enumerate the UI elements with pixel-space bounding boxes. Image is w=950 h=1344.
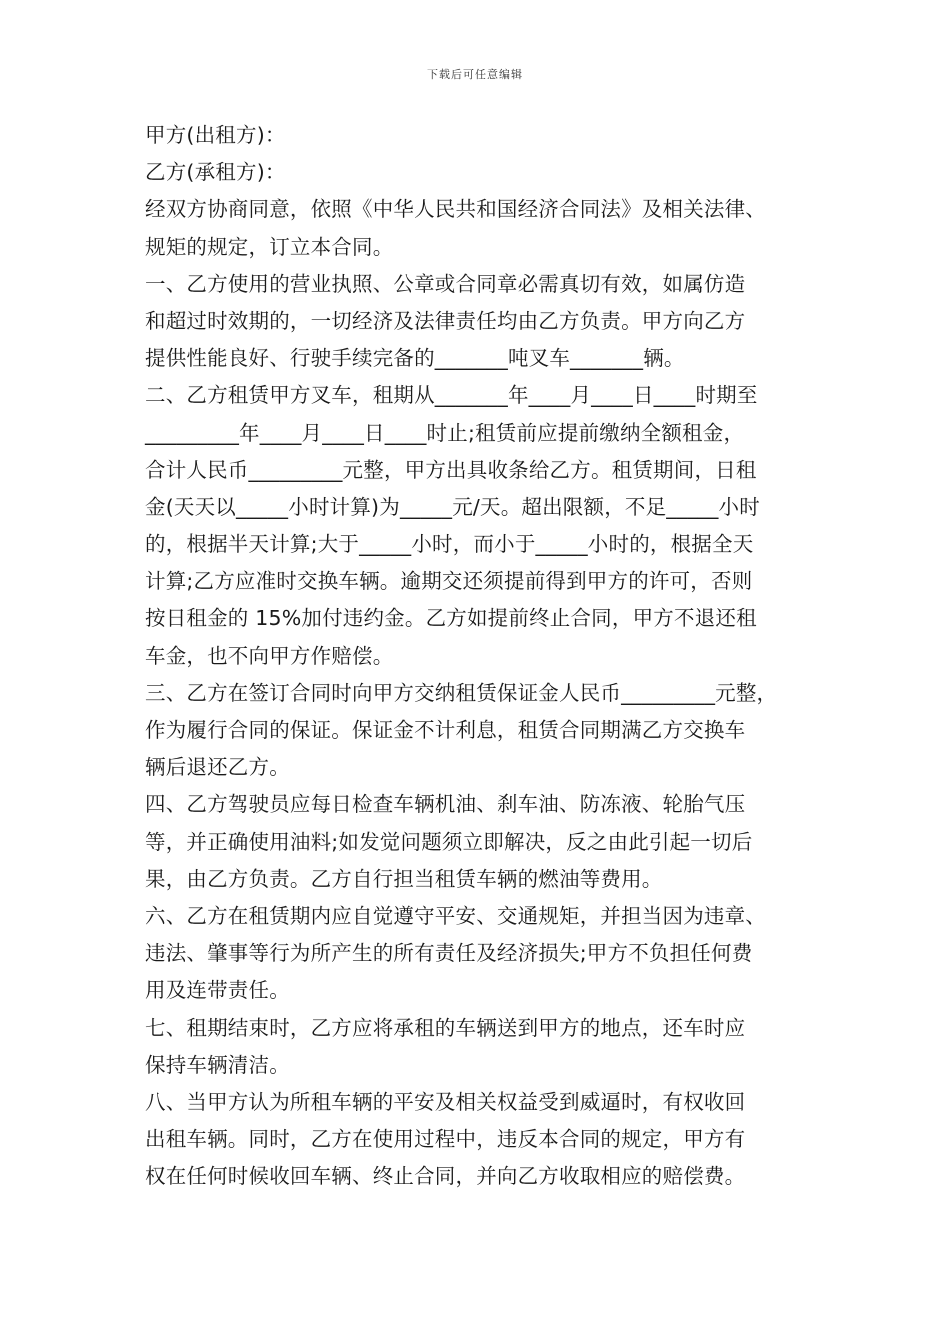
- clause-6-line: 违法、肇事等行为所产生的所有责任及经济损失;甲方不负担任何费: [145, 941, 753, 966]
- clause-1-line: 和超过时效期的，一切经济及法律责任均由乙方负责。甲方向乙方: [145, 308, 746, 333]
- clause-6-line: 用及连带责任。: [145, 978, 290, 1003]
- clause-3-line: 作为履行合同的保证。保证金不计利息，租赁合同期满乙方交换车: [145, 718, 746, 742]
- clause-6-line: 六、乙方在租赁期内应自觉遵守平安、交通规矩，并担当因为违章、: [145, 903, 766, 928]
- preamble-line: 经双方协商同意，依照《中华人民共和国经济合同法》及相关法律、: [145, 197, 766, 222]
- clause-2-line: _________年____月____日____时止;租赁前应提前缴纳全额租金，: [145, 420, 745, 445]
- clause-4-line: 等，并正确使用油料;如发觉问题须立即解决，反之由此引起一切后: [145, 829, 753, 854]
- lessee-line: 乙方(承租方)：: [145, 160, 286, 185]
- clause-3-line: 三、乙方在签订合同时向甲方交纳租赁保证金人民币_________元整，: [145, 680, 778, 705]
- clause-8-line: 出租车辆。同时，乙方在使用过程中，违反本合同的规定，甲方有: [145, 1127, 746, 1152]
- page-header-note: 下载后可任意编辑: [427, 68, 523, 81]
- preamble-line: 规矩的规定，订立本合同。: [145, 234, 394, 259]
- clause-7-line: 保持车辆清洁。: [145, 1052, 290, 1077]
- clause-4-line: 四、乙方驾驶员应每日检查车辆机油、刹车油、防冻液、轮胎气压: [145, 792, 746, 817]
- clause-3-line: 辆后退还乙方。: [145, 755, 290, 780]
- contract-body: [145, 117, 810, 1195]
- clause-2-line: 金(天天以_____小时计算)为_____元/天。超出限额，不足_____小时: [145, 494, 760, 519]
- clause-1-line: 一、乙方使用的营业执照、公章或合同章必需真切有效，如属仿造: [145, 271, 746, 296]
- clause-4-line: 果，由乙方负责。乙方自行担当租赁车辆的燃油等费用。: [145, 866, 663, 891]
- lessor-line: 甲方(出租方)：: [145, 123, 286, 147]
- clause-8-line: 八、当甲方认为所租车辆的平安及相关权益受到威逼时，有权收回: [145, 1089, 746, 1114]
- clause-1-line: 提供性能良好、行驶手续完备的_______吨叉车_______辆。: [145, 346, 685, 371]
- clause-2-line: 计算;乙方应准时交换车辆。逾期交还须提前得到甲方的许可，否则: [145, 569, 753, 594]
- clause-8-line: 权在任何时候收回车辆、终止合同，并向乙方收取相应的赔偿费。: [145, 1164, 746, 1189]
- clause-2-line: 的，根据半天计算;大于_____小时，而小于_____小时的，根据全天: [145, 532, 754, 557]
- clause-2-line: 合计人民币_________元整，甲方出具收条给乙方。租赁期间，日租: [145, 457, 757, 482]
- clause-2-line: 二、乙方租赁甲方叉车，租期从_______年____月____日____时期至: [145, 383, 758, 408]
- clause-7-line: 七、租期结束时，乙方应将承租的车辆送到甲方的地点，还车时应: [145, 1015, 746, 1040]
- clause-2-line: 按日租金的 15%加付违约金。乙方如提前终止合同，甲方不退还租: [145, 606, 757, 631]
- clause-2-line: 车金，也不向甲方作赔偿。: [145, 643, 394, 668]
